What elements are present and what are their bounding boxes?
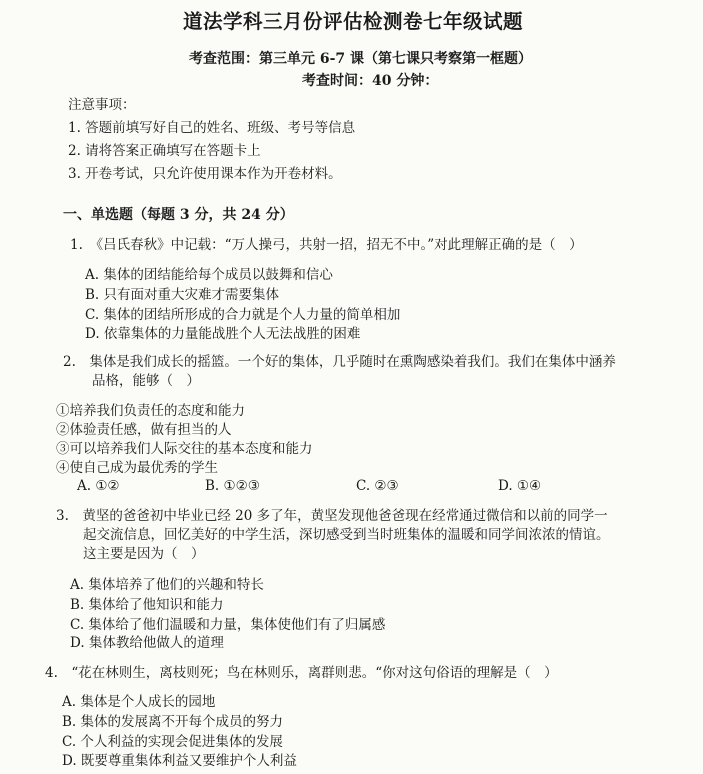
section-heading: 一、单选题（每题 3 分，共 24 分）: [63, 207, 294, 223]
exam-scope: 考查范围：第三单元 6-7 课（第七课只考察第一框题）: [189, 51, 533, 67]
option-b: B. 只有面对重大灾难才需要集体: [85, 287, 280, 303]
option-c: C. 个人利益的实现会促进集体的发展: [62, 734, 283, 750]
question-stem-cont: 品格，能够（ ）: [92, 373, 200, 389]
question-stem-cont: 起交流信息，回忆美好的中学生活，深切感受到当时班集体的温暖和同学间浓浓的情谊。: [83, 527, 610, 543]
option-c: C. 集体给了他们温暖和力量，集体使他们有了归属感: [70, 617, 386, 633]
question-stem-cont: 这主要是因为（ ）: [83, 546, 205, 562]
option-d: D. 依靠集体的力量能战胜个人无法战胜的困难: [85, 326, 361, 342]
question-stem: 1. 《吕氏春秋》中记载：“万人操弓，共射一招，招无不中。”对此理解正确的是（ ）: [70, 237, 583, 253]
option-a: A. 集体是个人成长的园地: [62, 694, 216, 710]
option-d: D. 集体教给他做人的道理: [70, 635, 224, 651]
statement: ②体验责任感，做有担当的人: [56, 422, 232, 438]
statement: ①培养我们负责任的态度和能力: [56, 403, 245, 419]
exam-time: 考查时间：40 分钟：: [302, 73, 439, 89]
note-item: 2. 请将答案正确填写在答题卡上: [68, 143, 261, 159]
question-stem: 4. “花在林则生，离枝则死；鸟在林则乐，离群则悲。“你对这句俗语的理解是（ ）: [45, 665, 558, 681]
option-d: D. ①④: [498, 478, 542, 494]
note-item: 1. 答题前填写好自己的姓名、班级、考号等信息: [68, 120, 356, 136]
notes-heading: 注意事项：: [68, 97, 136, 113]
question-stem: 2. 集体是我们成长的摇篮。一个好的集体，几乎随时在熏陶感染着我们。我们在集体中涵养: [63, 354, 616, 370]
exam-title: 道法学科三月份评估检测卷七年级试题: [183, 10, 524, 33]
option-a: A. 集体培养了他们的兴趣和特长: [70, 577, 264, 593]
option-b: B. 集体给了他知识和能力: [70, 597, 224, 613]
option-c: C. ②③: [356, 478, 399, 494]
option-c: C. 集体的团结所形成的合力就是个人力量的简单相加: [85, 307, 401, 323]
option-d: D. 既要尊重集体利益又要维护个人利益: [62, 753, 297, 769]
option-a: A. ①②: [77, 478, 120, 494]
note-item: 3. 开卷考试，只允许使用课本作为开卷材料。: [68, 166, 342, 182]
option-a: A. 集体的团结能给每个成员以鼓舞和信心: [85, 267, 333, 283]
statement: ④使自己成为最优秀的学生: [56, 460, 218, 476]
option-b: B. 集体的发展离不开每个成员的努力: [62, 714, 284, 730]
option-b: B. ①②③: [205, 478, 260, 494]
statement: ③可以培养我们人际交往的基本态度和能力: [56, 441, 313, 457]
question-stem: 3. 黄坚的爸爸初中毕业已经 20 多了年，黄坚发现他爸爸现在经常通过微信和以前的同学一: [56, 508, 608, 524]
